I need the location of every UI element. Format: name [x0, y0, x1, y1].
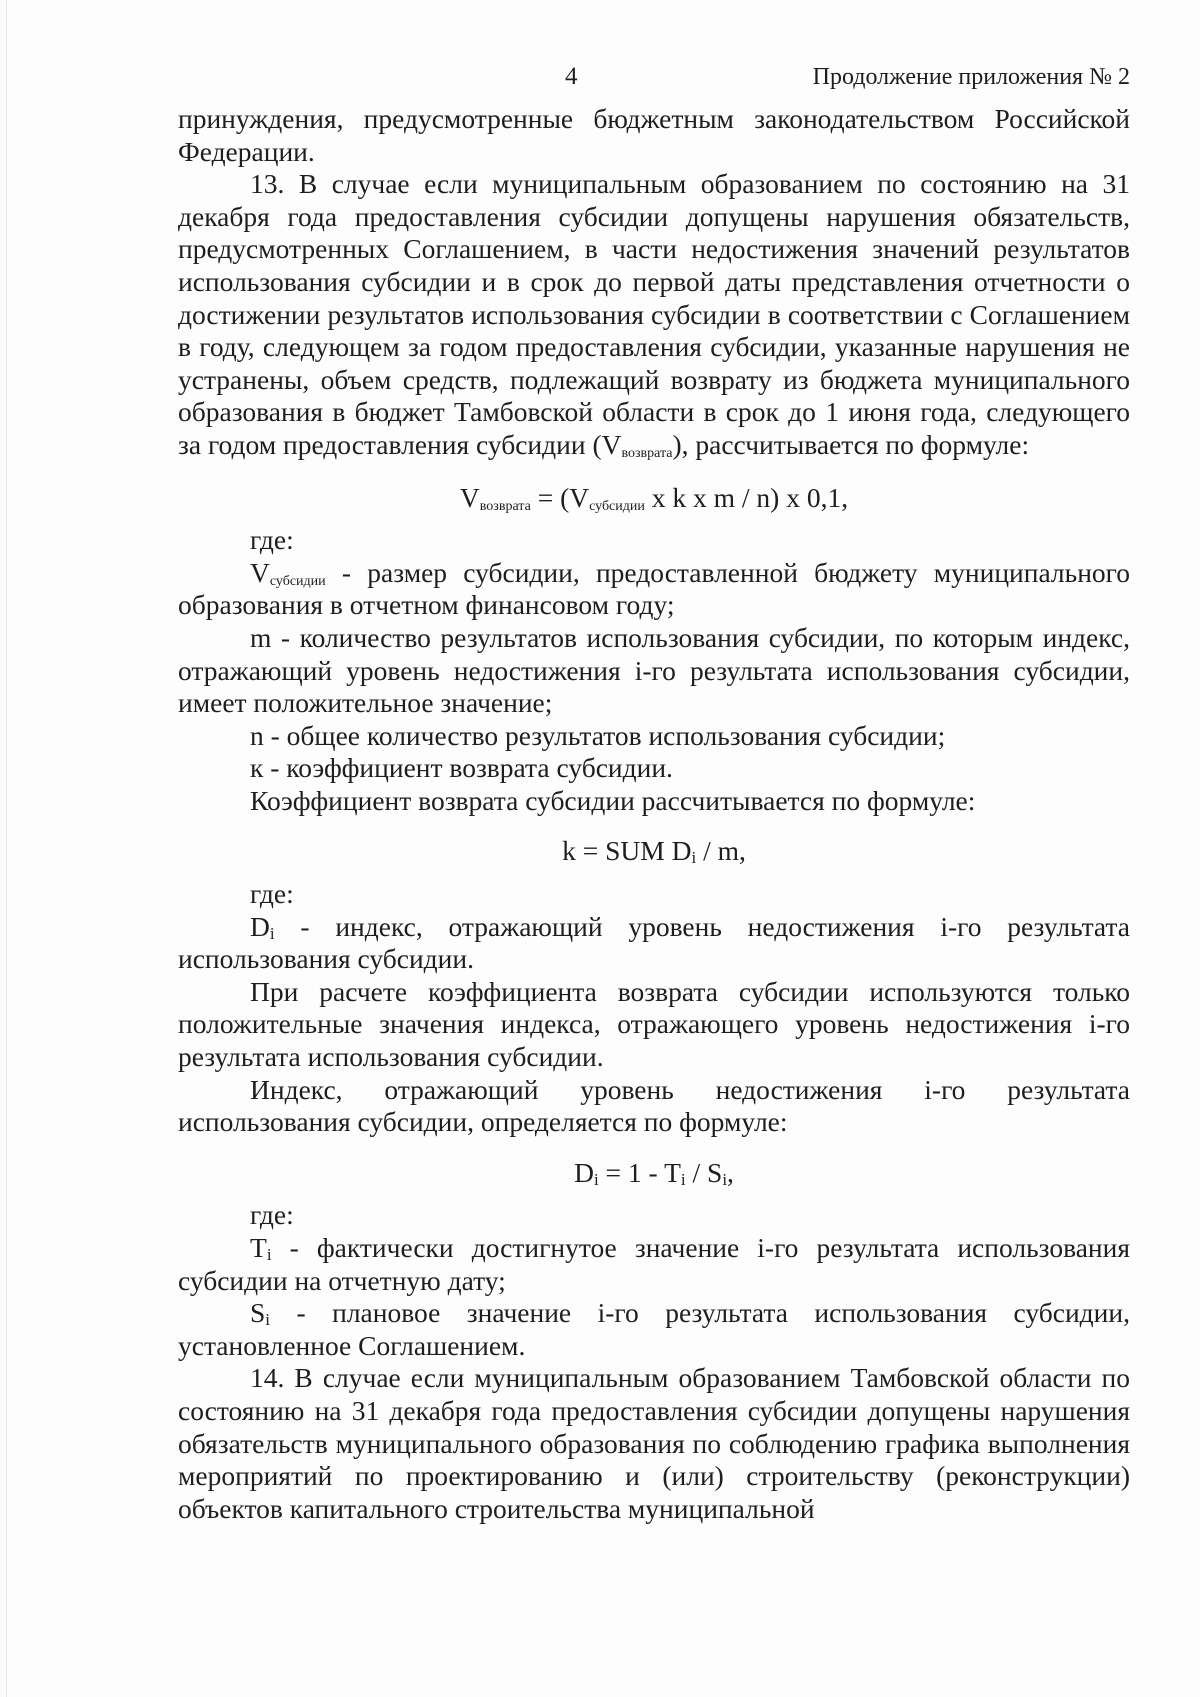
- formula-symbol: V: [250, 556, 270, 588]
- formula-symbol: D: [250, 910, 270, 942]
- definition-v-subsidy: [178, 557, 1130, 622]
- subscript: i: [269, 923, 275, 943]
- formula-part: / m,: [696, 835, 746, 867]
- formula-part: = 1 - T: [598, 1156, 681, 1188]
- where-label: где:: [250, 1199, 294, 1231]
- where-label: где:: [250, 524, 294, 556]
- subscript: i: [266, 1245, 272, 1264]
- document-body: [178, 103, 1130, 1525]
- definition-text: - фактически достигнутое значение i-го результата использования субсидии на отчетную дату;: [178, 1232, 1130, 1296]
- subscript: i: [265, 1310, 271, 1330]
- paragraph-13-end: ), рассчитывается по формуле:: [672, 428, 1030, 460]
- formula-symbol: V: [459, 481, 480, 513]
- subscript: субсидии: [269, 573, 326, 589]
- page-number: 4: [565, 63, 578, 90]
- definition-text: - индекс, отражающий уровень недостижения i-го результата использования субсидии.: [178, 910, 1130, 975]
- definition-m: m - количество результатов использования субсидии, по которым индекс, отражающий уровень недостижения i-го результата использования субсидии, имеет положительное значение;: [178, 621, 1130, 719]
- appendix-note: Продолжение приложения № 2: [812, 64, 1130, 90]
- definition-n: n - общее количество результатов использования субсидии;: [250, 719, 946, 751]
- paragraph-continuation: принуждения, предусмотренные бюджетным законодательством Российской Федерации.: [178, 103, 1130, 167]
- formula-part: x k x m / n) x 0,1,: [644, 481, 849, 513]
- where-label: где:: [250, 878, 294, 910]
- formula-index: [178, 1139, 1130, 1200]
- formula-part: ,: [727, 1156, 734, 1188]
- subscript: субсидии: [589, 498, 645, 514]
- paragraph-14: 14. В случае если муниципальным образованием Тамбовской области по состоянию на 31 декабря года предоставления субсидии допущены нарушения обязательств муниципального образования по соблюдению графика выполнения мероприятий по проектированию и (или) строительству (реконструкции) объектов капитального строительства муниципальной: [178, 1362, 1130, 1524]
- formula-symbol: T: [250, 1232, 267, 1263]
- paragraph-13-text: 13. В случае если муниципальным образованием по состоянию на 31 декабря года предоставления субсидии допущены нарушения обязательств, предусмотренных Соглашением, в части недостижения значений результатов использования субсидии и в срок до первой даты представления отчетности о достижении результатов использования субсидии в соответствии с Соглашением в году, следующем за годом предоставления субсидии, указанные нарушения не устранены, объем средств, подлежащий возврату из бюджета муниципального образования в бюджет Тамбовской области в срок до 1 июня года, следующего за годом предоставления субсидии (V: [178, 168, 1130, 460]
- formula-part: / S: [685, 1156, 723, 1188]
- subscript: i: [722, 1169, 728, 1189]
- subscript: i: [593, 1169, 599, 1189]
- index-intro: Индекс, отражающий уровень недостижения i-го результата использования субсидии, определяется по формуле:: [178, 1073, 1130, 1138]
- coefficient-intro: Коэффициент возврата субсидии рассчитывается по формуле:: [250, 784, 976, 816]
- calculation-note: При расчете коэффициента возврата субсидии используются только положительные значения индекса, отражающего уровень недостижения i-го результата использования субсидии.: [178, 975, 1130, 1073]
- definition-ti: [178, 1232, 1130, 1297]
- definition-k: к - коэффициент возврата субсидии.: [250, 752, 673, 784]
- formula-part: = (V: [530, 481, 590, 513]
- subscript: возврата: [621, 445, 673, 461]
- formula-return-volume: [178, 462, 1130, 525]
- subscript: возврата: [479, 498, 531, 514]
- paragraph-13: [178, 168, 1130, 461]
- definition-text: - плановое значение i-го результата использования субсидии, установленное Соглашением.: [178, 1297, 1130, 1361]
- definition-text: - размер субсидии, предоставленной бюджету муниципального образования в отчетном финансовом году;: [178, 556, 1130, 621]
- formula-part: k = SUM D: [562, 835, 692, 867]
- formula-symbol: D: [574, 1156, 594, 1188]
- subscript: i: [691, 848, 697, 868]
- scan-edge: [6, 0, 7, 1697]
- subscript: i: [680, 1169, 686, 1189]
- formula-coefficient: [178, 817, 1130, 878]
- formula-symbol: S: [250, 1297, 266, 1329]
- definition-di: [178, 911, 1130, 976]
- definition-si: [178, 1297, 1130, 1362]
